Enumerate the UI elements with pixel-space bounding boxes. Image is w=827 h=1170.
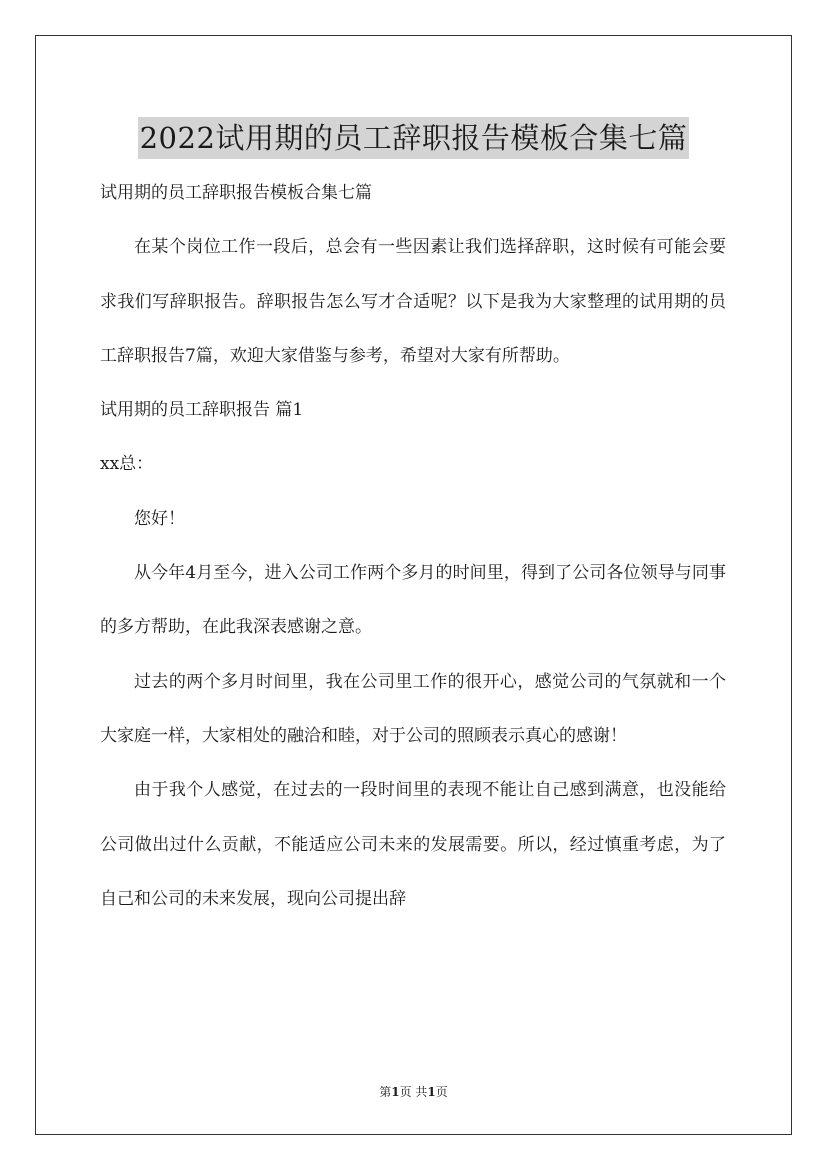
salutation: xx总：	[100, 454, 154, 475]
document-title: 2022试用期的员工辞职报告模板合集七篇	[138, 117, 690, 159]
intro-paragraph: 在某个岗位工作一段后，总会有一些因素让我们选择辞职，这时候有可能会要求我们写辞职报告。辞职报告怎么写才合适呢？以下是我为大家整理的试用期的员工辞职报告7篇，欢迎大家借鉴与参考，希望对大家有所帮助。	[100, 237, 726, 366]
page-footer	[0, 1084, 827, 1100]
page-mid: 页 共	[399, 1085, 428, 1099]
page-prefix: 第	[379, 1085, 392, 1099]
body-paragraph: 从今年4月至今，进入公司工作两个多月的时间里，得到了公司各位领导与同事的多方帮助，在此我深表感谢之意。	[100, 563, 726, 638]
page-total-number: 1	[427, 1085, 436, 1099]
document-body	[100, 166, 726, 926]
page-suffix: 页	[435, 1085, 448, 1099]
body-paragraph: 由于我个人感觉，在过去的一段时间里的表现不能让自己感到满意，也没能给公司做出过什么贡献，不能适应公司未来的发展需要。所以，经过慎重考虑，为了自己和公司的未来发展，现向公司提出辞	[100, 780, 726, 909]
page-current-number: 1	[391, 1085, 400, 1099]
section-heading: 试用期的员工辞职报告 篇1	[100, 400, 304, 421]
body-paragraph: 过去的两个多月时间里，我在公司里工作的很开心，感觉公司的气氛就和一个大家庭一样，大家相处的融洽和睦，对于公司的照顾表示真心的感谢！	[100, 671, 726, 746]
greeting: 您好！	[134, 508, 185, 529]
subtitle-paragraph: 试用期的员工辞职报告模板合集七篇	[100, 183, 372, 203]
